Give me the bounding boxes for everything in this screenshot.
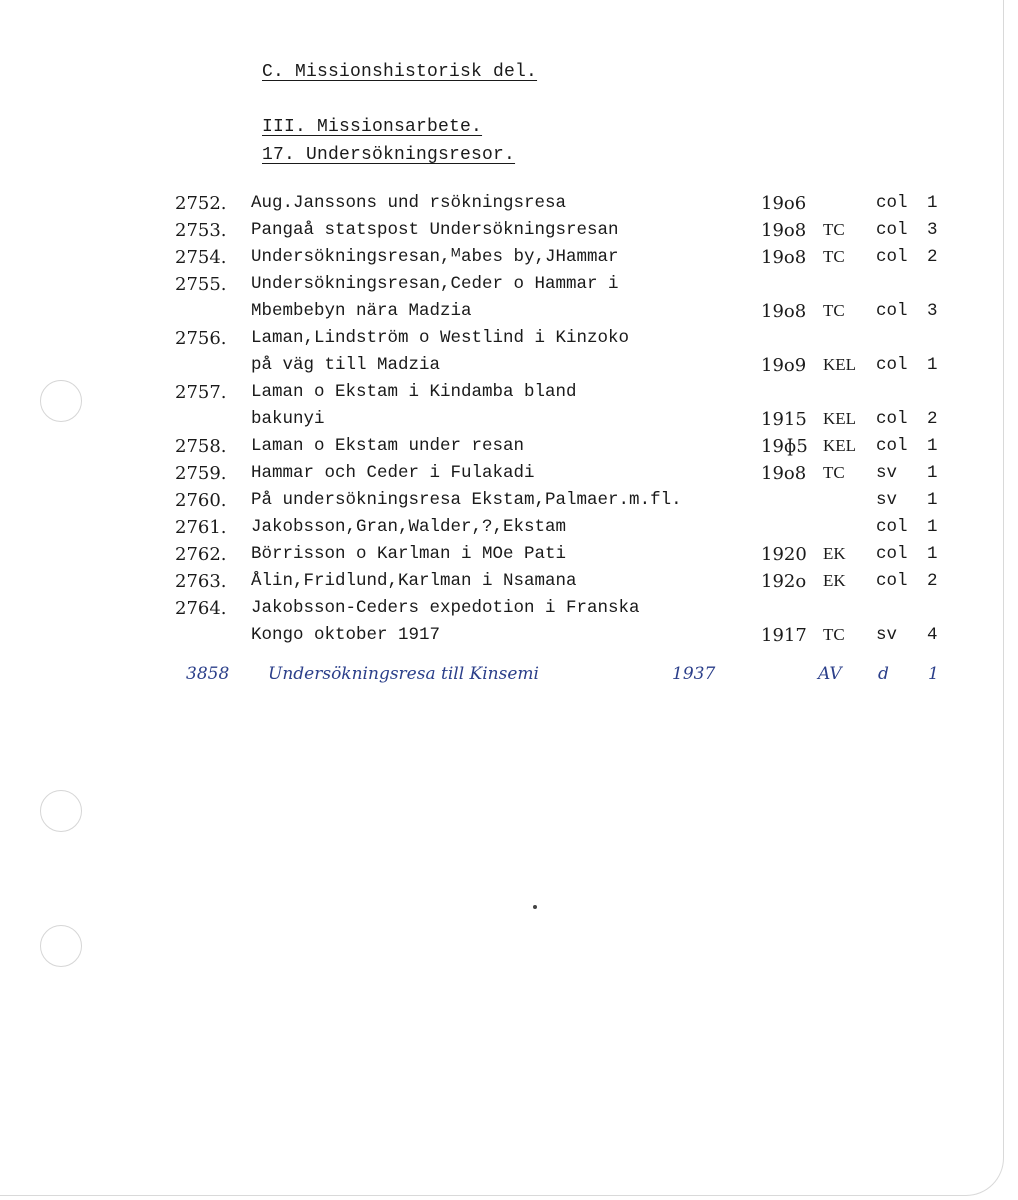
entry-number: 2760. bbox=[175, 490, 227, 511]
entry-description: Laman o Ekstam under resan bbox=[251, 436, 525, 456]
entry-description: Undersökningsresan,Ceder o Hammar i bbox=[251, 274, 619, 294]
entry-row bbox=[0, 517, 1018, 544]
entry-row bbox=[0, 193, 1018, 220]
entry-count: 4 bbox=[927, 625, 938, 645]
entry-row bbox=[0, 220, 1018, 247]
entry-row bbox=[0, 247, 1018, 274]
entry-number: 2754. bbox=[175, 247, 227, 268]
entry-count: 2 bbox=[927, 571, 938, 591]
entry-description: Ålin,Fridlund,Karlman i Nsamana bbox=[251, 571, 577, 591]
entry-format: col bbox=[876, 247, 908, 267]
entry-row bbox=[0, 274, 1018, 301]
entry-number: 2762. bbox=[175, 544, 227, 565]
entry-year: 192o bbox=[761, 571, 807, 592]
punch-hole bbox=[40, 925, 82, 967]
entry-photographer-code: TC bbox=[823, 301, 845, 320]
entry-photographer-code: KEL bbox=[823, 436, 857, 455]
ink-speck bbox=[533, 905, 537, 909]
entry-number: 2756. bbox=[175, 328, 227, 349]
punch-hole bbox=[40, 790, 82, 832]
entry-count: 1 bbox=[927, 517, 938, 537]
entry-description: Laman o Ekstam i Kindamba bland bbox=[251, 382, 577, 402]
subsection-heading: III. Missionsarbete. bbox=[262, 117, 483, 137]
entry-photographer-code: KEL bbox=[823, 409, 857, 428]
entry-photographer-code: KEL bbox=[823, 355, 857, 374]
entry-description: Undersökningsresan,ᴹabes by,JHammar bbox=[251, 247, 619, 267]
entry-photographer-code: TC bbox=[823, 463, 845, 482]
topic-heading: 17. Undersökningsresor. bbox=[262, 145, 516, 165]
handwritten-count: 1 bbox=[928, 664, 939, 684]
entry-description: Laman,Lindström o Westlind i Kinzoko bbox=[251, 328, 630, 348]
entry-number: 2758. bbox=[175, 436, 227, 457]
entry-row bbox=[0, 463, 1018, 490]
entry-format: col bbox=[876, 544, 908, 564]
entry-photographer-code: TC bbox=[823, 220, 845, 239]
entry-year: 19o8 bbox=[761, 301, 807, 322]
entry-year: 19o8 bbox=[761, 247, 807, 268]
entry-row bbox=[0, 625, 1018, 652]
entry-count: 2 bbox=[927, 409, 938, 429]
handwritten-number: 3858 bbox=[186, 664, 230, 684]
entry-row bbox=[0, 355, 1018, 382]
entry-count: 3 bbox=[927, 301, 938, 321]
entry-count: 1 bbox=[927, 463, 938, 483]
section-heading: C. Missionshistorisk del. bbox=[262, 62, 538, 82]
entry-format: sv bbox=[876, 463, 898, 483]
entry-photographer-code: EK bbox=[823, 571, 846, 590]
entry-format: sv bbox=[876, 490, 898, 510]
entry-row bbox=[0, 409, 1018, 436]
entry-number: 2755. bbox=[175, 274, 227, 295]
handwritten-format: d bbox=[878, 664, 889, 684]
entry-format: col bbox=[876, 301, 908, 321]
entry-year: 19o6 bbox=[761, 193, 807, 214]
handwritten-description: Undersökningsresa till Kinsemi bbox=[268, 664, 539, 684]
entry-format: sv bbox=[876, 625, 898, 645]
entry-description: Jakobsson,Gran,Walder,?,Ekstam bbox=[251, 517, 567, 537]
entry-row bbox=[0, 436, 1018, 463]
entry-description: Pangaå statspost Undersökningsresan bbox=[251, 220, 619, 240]
entry-year: 19ɸ5 bbox=[761, 436, 808, 457]
handwritten-code: AV bbox=[818, 664, 842, 684]
entry-photographer-code: TC bbox=[823, 247, 845, 266]
entry-description: bakunyi bbox=[251, 409, 325, 429]
entry-row bbox=[0, 301, 1018, 328]
entry-description: Mbembebyn nära Madzia bbox=[251, 301, 472, 321]
entry-year: 1917 bbox=[761, 625, 807, 646]
entry-number: 2764. bbox=[175, 598, 227, 619]
entry-format: col bbox=[876, 517, 908, 537]
entry-row bbox=[0, 328, 1018, 355]
entry-format: col bbox=[876, 193, 908, 213]
entry-year: 19o8 bbox=[761, 463, 807, 484]
entry-row bbox=[0, 382, 1018, 409]
entry-count: 3 bbox=[927, 220, 938, 240]
entry-description: Hammar och Ceder i Fulakadi bbox=[251, 463, 535, 483]
entry-format: col bbox=[876, 571, 908, 591]
entry-year: 19o8 bbox=[761, 220, 807, 241]
entry-count: 1 bbox=[927, 436, 938, 456]
handwritten-entry bbox=[0, 664, 1018, 694]
entry-row bbox=[0, 490, 1018, 517]
entry-description: På undersökningsresa Ekstam,Palmaer.m.fl. bbox=[251, 490, 682, 510]
entry-number: 2753. bbox=[175, 220, 227, 241]
entry-year: 1920 bbox=[761, 544, 807, 565]
entry-list bbox=[0, 193, 1018, 652]
entry-description: på väg till Madzia bbox=[251, 355, 441, 375]
entry-description: Aug.Janssons und rsökningsresa bbox=[251, 193, 567, 213]
entry-count: 1 bbox=[927, 490, 938, 510]
entry-number: 2757. bbox=[175, 382, 227, 403]
handwritten-year: 1937 bbox=[672, 664, 716, 684]
entry-description: Kongo oktober 1917 bbox=[251, 625, 441, 645]
entry-format: col bbox=[876, 409, 908, 429]
entry-row bbox=[0, 598, 1018, 625]
entry-count: 1 bbox=[927, 355, 938, 375]
entry-format: col bbox=[876, 355, 908, 375]
entry-row bbox=[0, 571, 1018, 598]
entry-photographer-code: TC bbox=[823, 625, 845, 644]
entry-description: Jakobsson-Ceders expedotion i Franska bbox=[251, 598, 640, 618]
entry-number: 2752. bbox=[175, 193, 227, 214]
entry-number: 2759. bbox=[175, 463, 227, 484]
entry-format: col bbox=[876, 436, 908, 456]
entry-year: 19o9 bbox=[761, 355, 807, 376]
entry-description: Börrisson o Karlman i MOe Pati bbox=[251, 544, 567, 564]
entry-photographer-code: EK bbox=[823, 544, 846, 563]
entry-count: 2 bbox=[927, 247, 938, 267]
entry-year: 1915 bbox=[761, 409, 807, 430]
entry-count: 1 bbox=[927, 544, 938, 564]
entry-count: 1 bbox=[927, 193, 938, 213]
entry-number: 2761. bbox=[175, 517, 227, 538]
entry-row bbox=[0, 544, 1018, 571]
entry-number: 2763. bbox=[175, 571, 227, 592]
entry-format: col bbox=[876, 220, 908, 240]
